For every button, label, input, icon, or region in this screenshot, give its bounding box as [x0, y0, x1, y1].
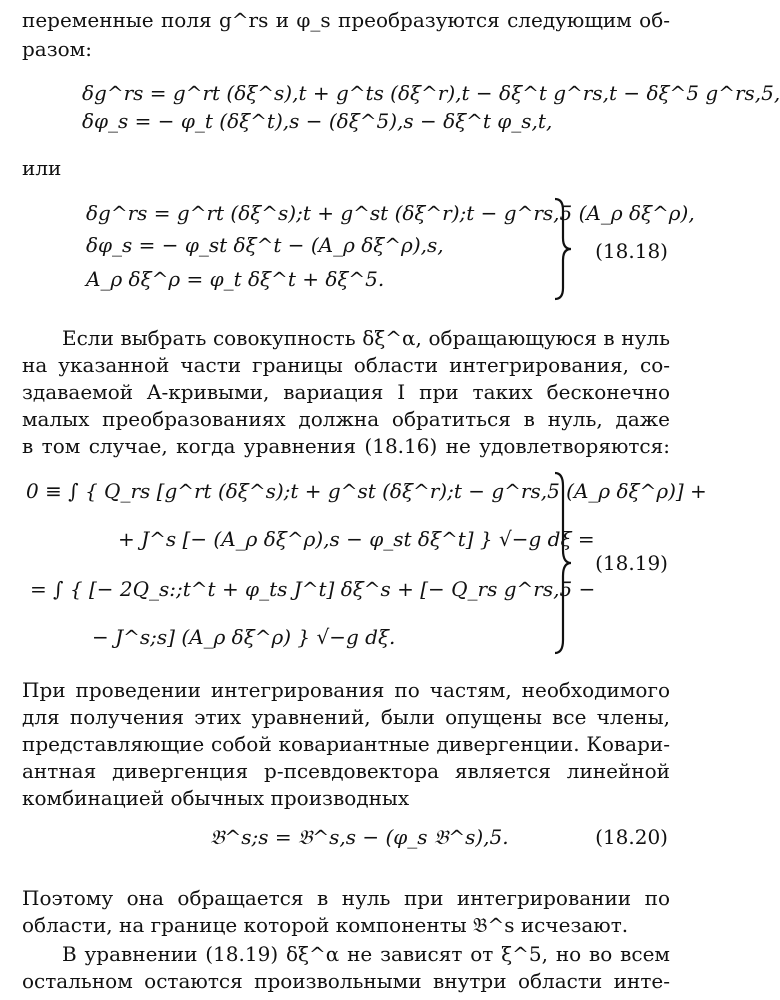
equation-line: + J^s [− (A_ρ δξ^ρ),s − φ_st δξ^t] } √−g dξ = — [118, 527, 595, 551]
right-brace — [552, 470, 574, 656]
equation-line: δg^rs = g^rt (δξ^s),t + g^ts (δξ^r),t − δξ^t g^rs,t − δξ^5 g^rs,5, — [82, 81, 780, 105]
equation-number: (18.18) — [595, 239, 668, 263]
equation-line: δg^rs = g^rt (δξ^s);t + g^st (δξ^r);t − g^rs,5 (A_ρ δξ^ρ), — [86, 201, 695, 225]
equation-line: = ∫ { [− 2Q_s:;t^t + φ_ts J^t] δξ^s + [− Q_rs g^rs,5 − — [30, 577, 596, 601]
text-line: для получения этих уравнений, были опущены все члены, — [22, 705, 670, 729]
right-brace — [552, 196, 574, 302]
text-line: разом: — [22, 37, 92, 61]
text-line: малых преобразованиях должна обратиться в нуль, даже — [22, 407, 670, 431]
text-line: Если выбрать совокупность δξ^α, обращающуюся в нуль — [62, 326, 670, 350]
equation-number: (18.19) — [595, 551, 668, 575]
text-line: переменные поля g^rs и φ_s преобразуются следующим об- — [22, 8, 670, 32]
text-line: антная дивергенция p-псевдовектора является линейной — [22, 759, 670, 783]
text-line: Поэтому она обращается в нуль при интегрировании по — [22, 886, 670, 910]
text-line: В уравнении (18.19) δξ^α не зависят от ξ^5, но во всем — [62, 942, 670, 966]
equation-line: 𝔅^s;s = 𝔅^s,s − (φ_s 𝔅^s),5. — [210, 825, 509, 849]
equation-line: A_ρ δξ^ρ = φ_t δξ^t + δξ^5. — [86, 267, 385, 291]
text-line: представляющие собой ковариантные дивергенции. Ковари- — [22, 732, 670, 756]
equation-line: δφ_s = − φ_st δξ^t − (A_ρ δξ^ρ),s, — [86, 233, 444, 257]
equation-number: (18.20) — [595, 825, 668, 849]
equation-line: − J^s;s] (A_ρ δξ^ρ) } √−g dξ. — [92, 625, 396, 649]
text-line: При проведении интегрирования по частям, необходимого — [22, 678, 670, 702]
text-line: комбинацией обычных производных — [22, 786, 410, 810]
text-line: остальном остаются произвольными внутри области инте- — [22, 969, 670, 993]
text-line: на указанной части границы области интегрирования, со- — [22, 353, 670, 377]
text-line: области, на границе которой компоненты 𝔅^s исчезают. — [22, 913, 629, 937]
equation-line: 0 ≡ ∫ { Q_rs [g^rt (δξ^s);t + g^st (δξ^r);t − g^rs,5 (A_ρ δξ^ρ)] + — [26, 479, 707, 503]
text-line: здаваемой A-кривыми, вариация I при таких бесконечно — [22, 380, 670, 404]
text-line: или — [22, 156, 62, 180]
equation-line: δφ_s = − φ_t (δξ^t),s − (δξ^5),s − δξ^t φ_s,t, — [82, 109, 553, 133]
text-line: в том случае, когда уравнения (18.16) не удовлетворяются: — [22, 434, 670, 458]
